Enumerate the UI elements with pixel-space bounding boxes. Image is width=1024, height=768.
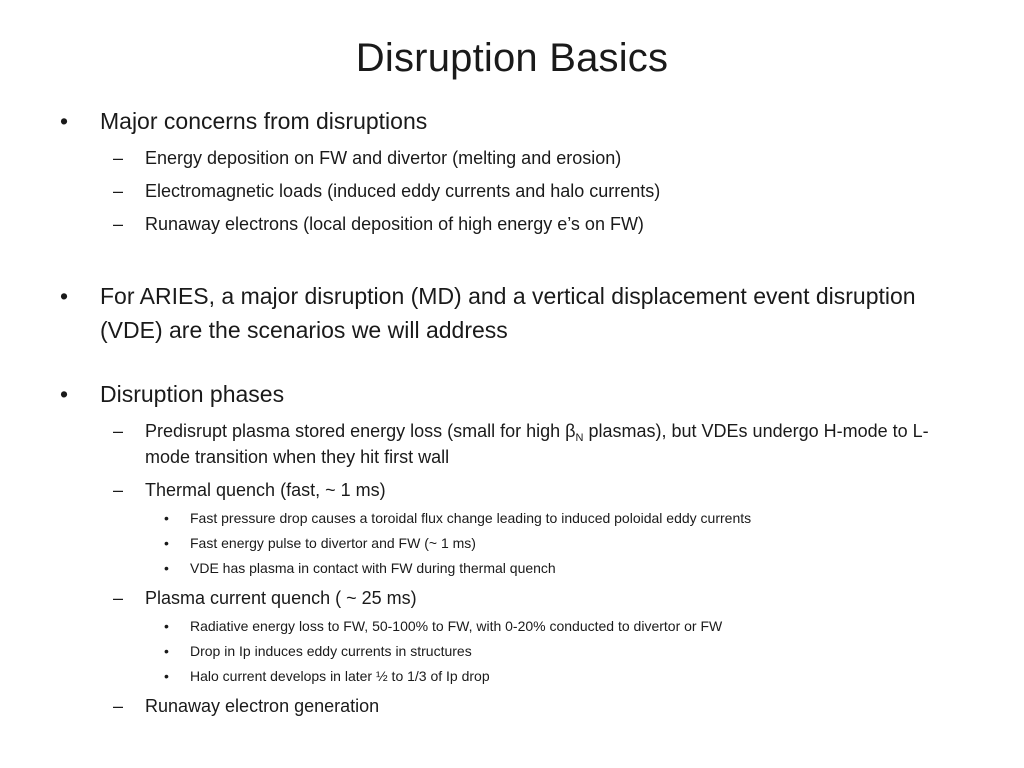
bullet-aries-scenarios <box>60 279 960 347</box>
sub-bullet-thermal-quench <box>60 477 960 503</box>
detail-bullet-text: Fast pressure drop causes a toroidal flux change leading to induced poloidal eddy currents <box>190 510 752 526</box>
bullet-disruption-phases <box>60 377 960 411</box>
sub-bullet-text: Runaway electron generation <box>145 696 380 716</box>
sub-bullet-text: Runaway electrons (local deposition of high energy e’s on FW) <box>145 214 644 234</box>
detail-bullet-text: Radiative energy loss to FW, 50-100% to FW, with 0-20% conducted to divertor or FW <box>190 618 723 634</box>
detail-bullet-text: VDE has plasma in contact with FW during thermal quench <box>190 560 556 576</box>
sub-bullet-text: Electromagnetic loads (induced eddy currents and halo currents) <box>145 181 661 201</box>
dash-marker: – <box>113 421 124 441</box>
small-bullet-marker: • <box>164 668 169 684</box>
dash-marker: – <box>113 148 124 168</box>
detail-bullet-halo-current <box>60 666 960 686</box>
detail-bullet-text: Halo current develops in later ½ to 1/3 of Ip drop <box>190 668 490 684</box>
detail-bullet-pressure-drop <box>60 508 960 528</box>
small-bullet-marker: • <box>164 618 169 634</box>
sub-bullet-text: Predisrupt plasma stored energy loss (small for high $\beta_N$ plasmas), but VDEs undergo H-mode to L-mode transition when they hit first wall <box>145 421 929 467</box>
dash-marker: – <box>113 588 124 608</box>
bullet-text: Disruption phases <box>100 381 285 407</box>
bullet-marker: • <box>60 283 69 309</box>
bullet-marker: • <box>60 381 69 407</box>
bullet-marker: • <box>60 108 69 134</box>
small-bullet-marker: • <box>164 510 169 526</box>
sub-bullet-text: Thermal quench (fast, ~ 1 ms) <box>145 480 386 500</box>
sub-bullet-runaway-generation <box>60 693 960 719</box>
bullet-major-concerns <box>60 104 960 138</box>
sub-bullet-energy-deposition <box>60 145 960 171</box>
dash-marker: – <box>113 480 124 500</box>
dash-marker: – <box>113 181 124 201</box>
sub-bullet-current-quench <box>60 585 960 611</box>
slide-body <box>60 104 960 719</box>
dash-marker: – <box>113 214 124 234</box>
detail-bullet-eddy-currents <box>60 641 960 661</box>
detail-bullet-radiative-loss <box>60 616 960 636</box>
small-bullet-marker: • <box>164 560 169 576</box>
small-bullet-marker: • <box>164 535 169 551</box>
sub-bullet-predisrupt-energy-loss <box>60 418 960 470</box>
sub-bullet-text: Plasma current quench ( ~ 25 ms) <box>145 588 417 608</box>
detail-bullet-text: Fast energy pulse to divertor and FW (~ 1 ms) <box>190 535 476 551</box>
detail-bullet-text: Drop in Ip induces eddy currents in structures <box>190 643 472 659</box>
bullet-text: Major concerns from disruptions <box>100 108 428 134</box>
small-bullet-marker: • <box>164 643 169 659</box>
detail-bullet-vde-contact <box>60 558 960 578</box>
beta-subscript: N <box>575 432 584 444</box>
bullet-text: For ARIES, a major disruption (MD) and a vertical displacement event disruption (VDE) are the scenarios we will address <box>100 283 916 343</box>
sub-bullet-electromagnetic-loads <box>60 178 960 204</box>
dash-marker: – <box>113 696 124 716</box>
sub-bullet-text: Energy deposition on FW and divertor (melting and erosion) <box>145 148 622 168</box>
slide-title: Disruption Basics <box>355 36 669 80</box>
sub-bullet-runaway-electrons <box>60 211 960 237</box>
detail-bullet-energy-pulse <box>60 533 960 553</box>
